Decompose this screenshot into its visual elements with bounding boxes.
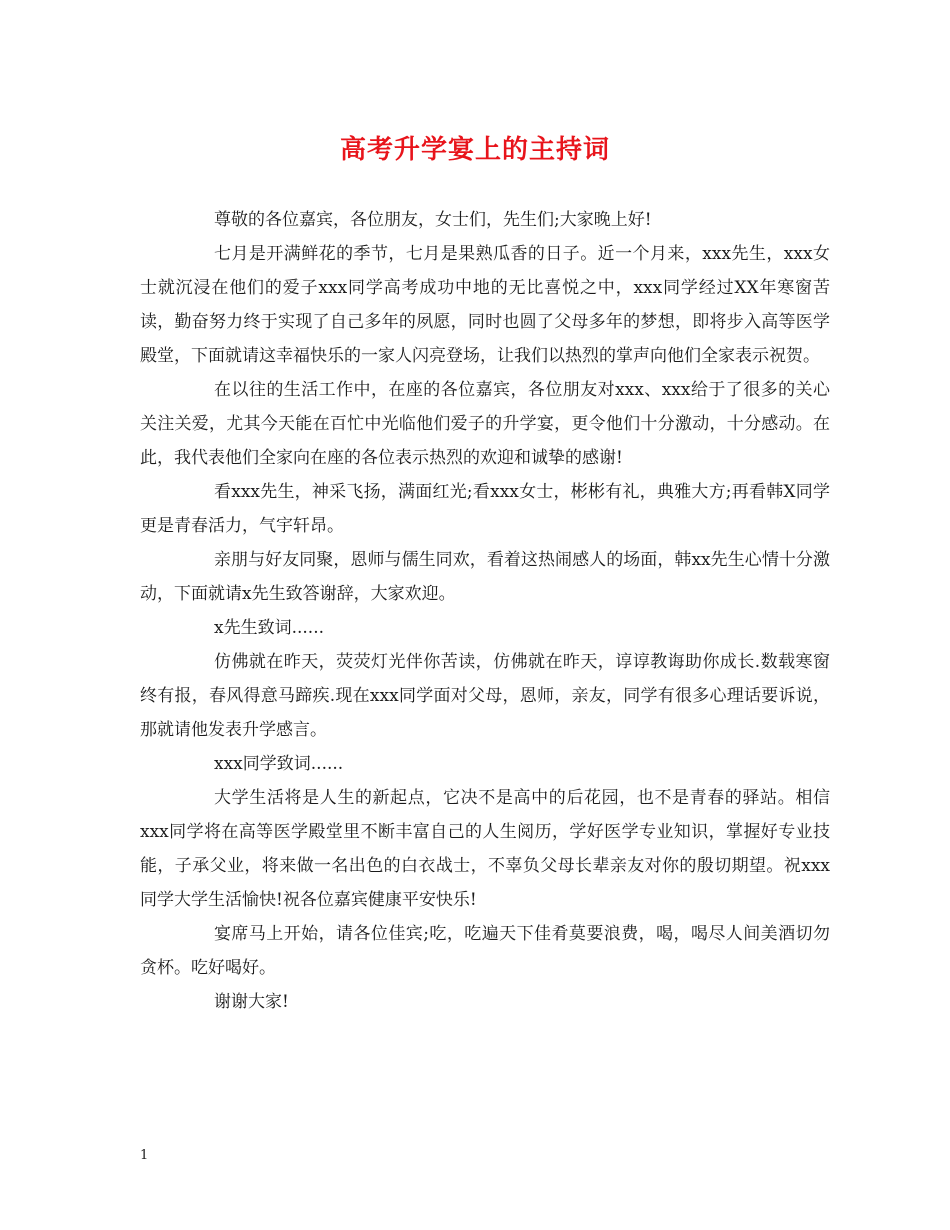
paragraph-closing: 谢谢大家! (214, 992, 289, 1012)
paragraph-opening: 七月是开满鲜花的季节，七月是果熟瓜香的日子。近一个月来，xxx先生，xxx女士就沉浸在他们的爱子xxx同学高考成功中地的无比喜悦之中，xxx同学经过XX年寒窗苦读，勤奋努力终于实现了自己多年的夙愿，同时也圆了父母多年的梦想，即将步入高等医学殿堂，下面就请这幸福快乐的一家人闪亮登场，让我们以热烈的掌声向他们全家表示祝贺。 (140, 244, 830, 366)
paragraph-father-speech: x先生致词...... (214, 618, 325, 638)
paragraph-invite-speech: 亲朋与好友同聚，恩师与儒生同欢，看着这热闹感人的场面，韩xx先生心情十分激动，下面就请x先生致答谢辞，大家欢迎。 (140, 550, 830, 604)
page-number: 1 (140, 1148, 149, 1163)
paragraph-wishes: 大学生活将是人生的新起点，它决不是高中的后花园，也不是青春的驿站。相信xxx同学将在高等医学殿堂里不断丰富自己的人生阅历，学好医学专业知识，掌握好专业技能，子承父业，将来做一名出色的白衣战士，不辜负父母长辈亲友对你的殷切期望。祝xxx同学大学生活愉快!祝各位嘉宾健康平安快乐! (140, 788, 830, 910)
paragraph-family: 看xxx先生，神采飞扬，满面红光;看xxx女士，彬彬有礼，典雅大方;再看韩X同学更是青春活力，气宇轩昂。 (140, 482, 830, 536)
paragraph-banquet: 宴席马上开始，请各位佳宾;吃，吃遍天下佳肴莫要浪费，喝，喝尽人间美酒切勿贪杯。吃好喝好。 (140, 924, 830, 978)
document-title: 高考升学宴上的主持词 (339, 135, 610, 165)
paragraph-memories: 仿佛就在昨天，荧荧灯光伴你苦读，仿佛就在昨天，谆谆教诲助你成长.数载寒窗终有报，春风得意马蹄疾.现在xxx同学面对父母，恩师，亲友，同学有很多心理话要诉说，那就请他发表升学感言。 (140, 652, 830, 740)
document-body (140, 203, 830, 1019)
paragraph-student-speech: xxx同学致词...... (214, 754, 344, 774)
paragraph-greeting: 尊敬的各位嘉宾，各位朋友，女士们，先生们;大家晚上好! (214, 210, 652, 230)
paragraph-thanks: 在以往的生活工作中，在座的各位嘉宾，各位朋友对xxx、xxx给于了很多的关心关注关爱，尤其今天能在百忙中光临他们爱子的升学宴，更令他们十分激动，十分感动。在此，我代表他们全家向在座的各位表示热烈的欢迎和诚挚的感谢! (140, 380, 830, 468)
